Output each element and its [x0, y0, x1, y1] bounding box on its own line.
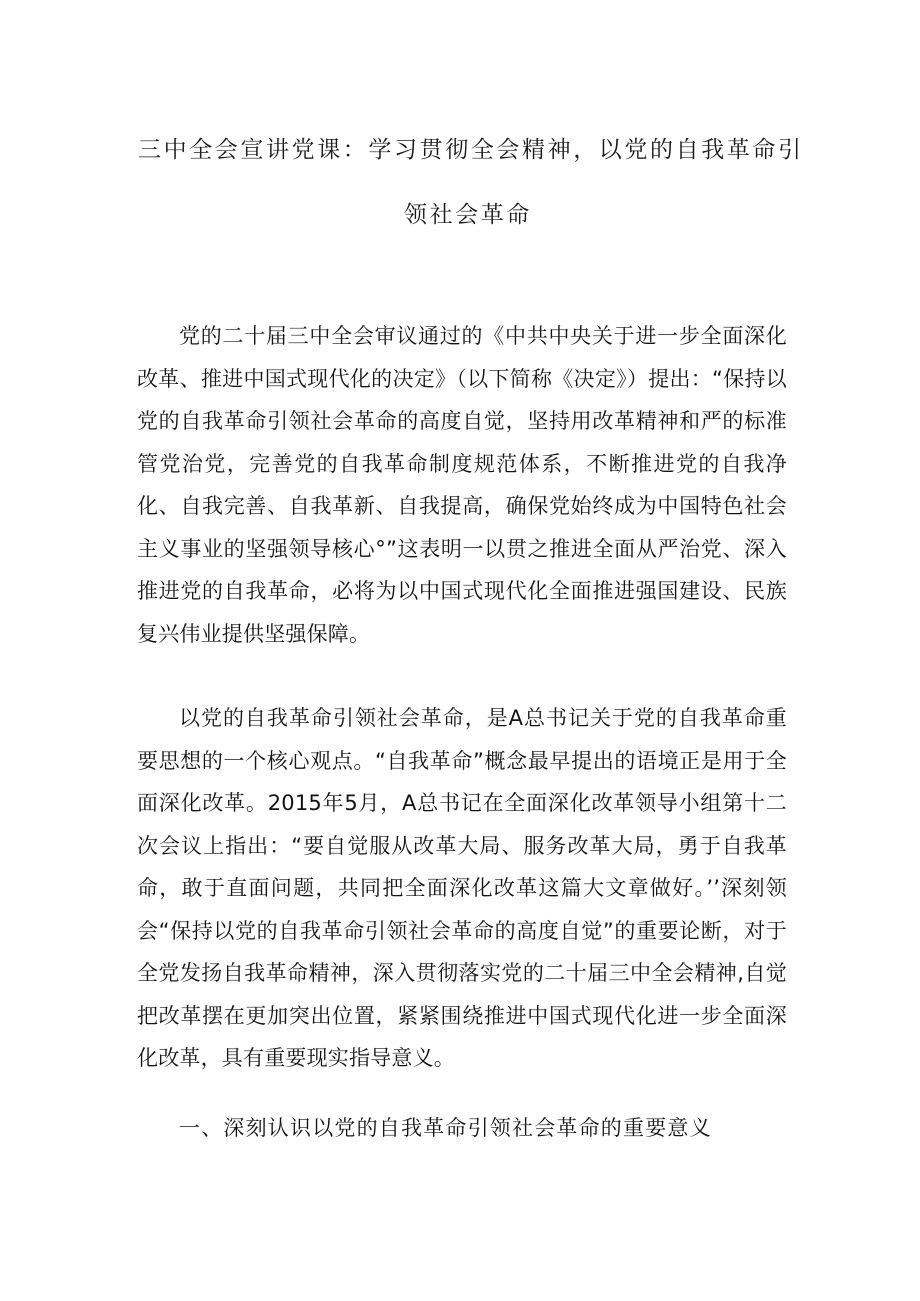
document-title-line-2: 领社会革命	[404, 202, 532, 228]
section-heading-1: 一、深刻认识以党的自我革命引领社会革命的重要意义	[179, 1116, 712, 1140]
body-paragraph-1: 党的二十届三中全会审议通过的《中共中央关于进一步全面深化改革、推进中国式现代化的决定》（以下简称《决定》）提出：“保持以党的自我革命引领社会革命的高度自觉，坚持用改革精神和严的标准管党治党，完善党的自我革命制度规范体系，不断推进党的自我净化、自我完善、自我革新、自我提高，确保党始终成为中国特色社会主义事业的坚强领导核心°”这表明一以贯之推进全面从严治党、深入推进党的自我革命，必将为以中国式现代化全面推进强国建设、民族复兴伟业提供坚强保障。	[137, 324, 787, 646]
document-title-line-1: 三中全会宣讲党课：学习贯彻全会精神，以党的自我革命引	[138, 137, 804, 163]
body-paragraph-2: 以党的自我革命引领社会革命，是A总书记关于党的自我革命重要思想的一个核心观点。“自我革命”概念最早提出的语境正是用于全面深化改革。2015年5月，A总书记在全面深化改革领导小组第十二次会议上指出：“要自觉服从改革大局、服务改革大局，勇于自我革命，敢于直面问题，共同把全面深化改革这篇大文章做好。’’深刻领会“保持以党的自我革命引领社会革命的高度自觉”的重要论断，对于全党发扬自我革命精神，深入贯彻落实党的二十届三中全会精神,自觉把改革摆在更加突出位置，紧紧围绕推进中国式现代化进一步全面深化改革，具有重要现实指导意义。	[137, 706, 787, 1070]
